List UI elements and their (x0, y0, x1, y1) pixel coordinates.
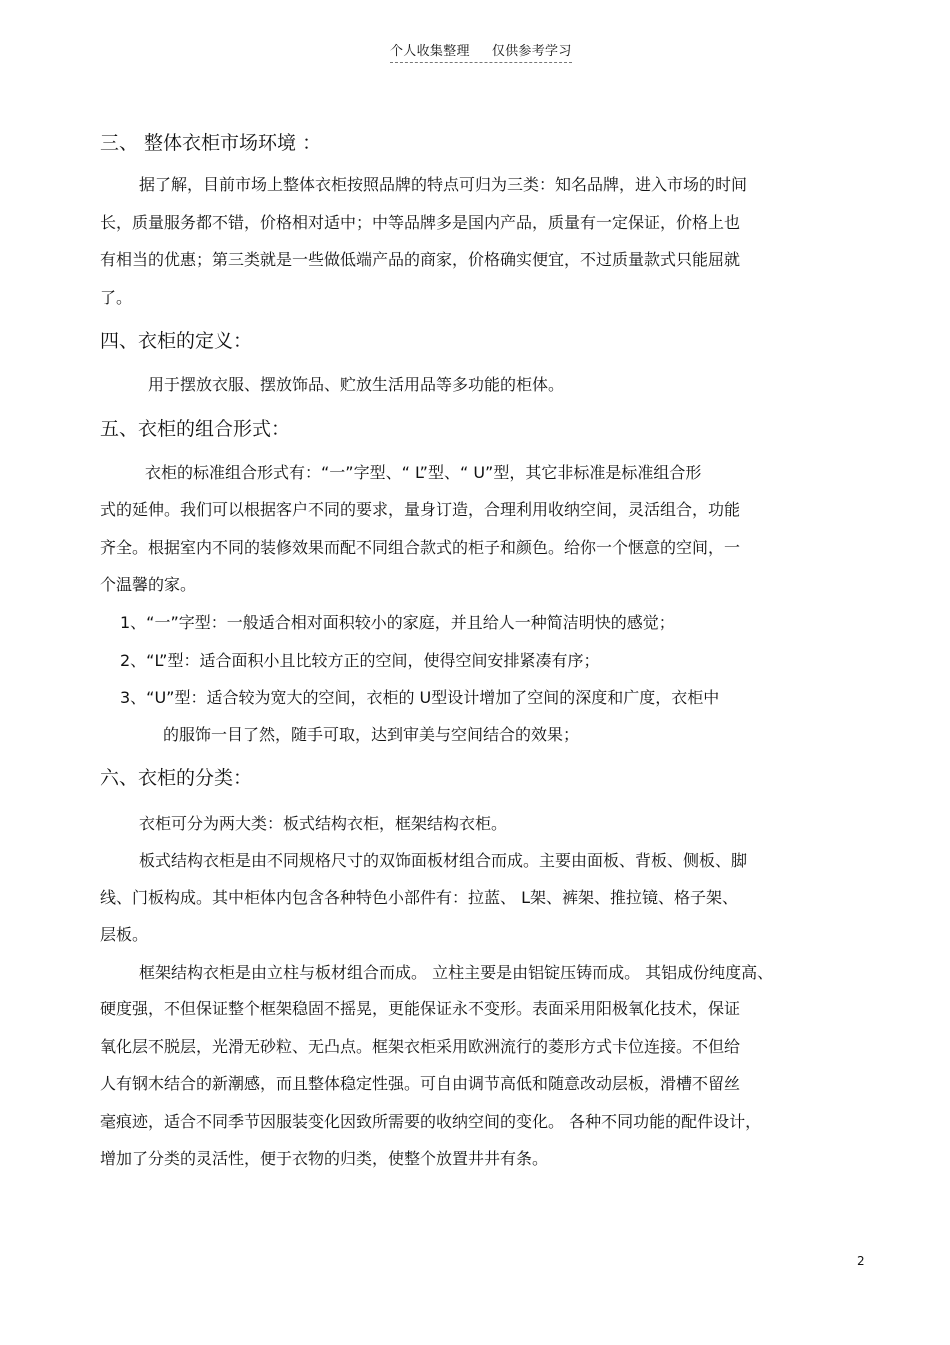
paragraph-line: 有相当的优惠；第三类就是一些做低端产品的商家，价格确实便宜，不过质量款式只能屈就 (100, 250, 741, 269)
paragraph-line: 式的延伸。我们可以根据客户不同的要求，量身订造，合理利用收纳空间，灵活组合，功能 (100, 500, 741, 519)
paragraph-line: 用于摆放衣服、摆放饰品、贮放生活用品等多功能的柜体。 (148, 375, 565, 394)
header-left: 个人收集整理 (390, 44, 470, 59)
paragraph-line: 框架结构衣柜是由立柱与板材组合而成。 立柱主要是由铝锭压铸而成。 其铝成份纯度高、 (139, 963, 774, 982)
list-item: 2、“L”型：适合面积小且比较方正的空间，使得空间安排紧凑有序； (120, 651, 600, 670)
paragraph-line: 线、门板构成。其中柜体内包含各种特色小部件有：拉蓝、 L架、裤架、推拉镜、格子架、 (100, 888, 739, 907)
page-number: 2 (857, 1254, 865, 1268)
paragraph-line: 氧化层不脱层，光滑无砂粒、无凸点。框架衣柜采用欧洲流行的菱形方式卡位连接。不但给 (100, 1037, 741, 1056)
paragraph-line: 个温馨的家。 (100, 575, 197, 594)
section-heading-3: 三、 整体衣柜市场环境 ： (100, 132, 322, 154)
list-item: 3、“U”型：适合较为宽大的空间，衣柜的 U型设计增加了空间的深度和广度，衣柜中 (120, 688, 720, 707)
paragraph-line: 据了解，目前市场上整体衣柜按照品牌的特点可归为三类：知名品牌，进入市场的时间 (139, 175, 748, 194)
paragraph-line: 衣柜可分为两大类：板式结构衣柜，框架结构衣柜。 (139, 814, 508, 833)
section-heading-5: 五、衣柜的组合形式： (100, 418, 291, 440)
paragraph-line: 增加了分类的灵活性，便于衣物的归类，使整个放置井井有条。 (100, 1149, 549, 1168)
list-item: 1、“一”字型：一般适合相对面积较小的家庭，并且给人一种简洁明快的感觉； (120, 613, 675, 632)
paragraph-line: 衣柜的标准组合形式有：“一”字型、“ L”型、“ U”型，其它非标准是标准组合形 (145, 463, 702, 482)
page-header (390, 40, 572, 63)
paragraph-line: 毫痕迹，适合不同季节因服装变化因致所需要的收纳空间的变化。 各种不同功能的配件设计， (100, 1112, 762, 1131)
list-item-continuation: 的服饰一目了然，随手可取，达到审美与空间结合的效果； (163, 725, 580, 744)
paragraph-line: 层板。 (100, 925, 149, 944)
paragraph-line: 长，质量服务都不错，价格相对适中；中等品牌多是国内产品，质量有一定保证，价格上也 (100, 213, 741, 232)
paragraph-line: 人有钢木结合的新潮感，而且整体稳定性强。可自由调节高低和随意改动层板，滑槽不留丝 (100, 1074, 741, 1093)
paragraph-line: 齐全。根据室内不同的装修效果而配不同组合款式的柜子和颜色。给你一个惬意的空间，一 (100, 538, 741, 557)
section-heading-6: 六、衣柜的分类： (100, 767, 253, 789)
section-heading-4: 四、衣柜的定义： (100, 330, 253, 352)
header-right: 仅供参考学习 (491, 44, 572, 59)
paragraph-line: 板式结构衣柜是由不同规格尺寸的双饰面板材组合而成。主要由面板、背板、侧板、脚 (139, 851, 748, 870)
paragraph-line: 了。 (100, 288, 133, 307)
paragraph-line: 硬度强，不但保证整个框架稳固不摇晃，更能保证永不变形。表面采用阳极氧化技术，保证 (100, 999, 741, 1018)
